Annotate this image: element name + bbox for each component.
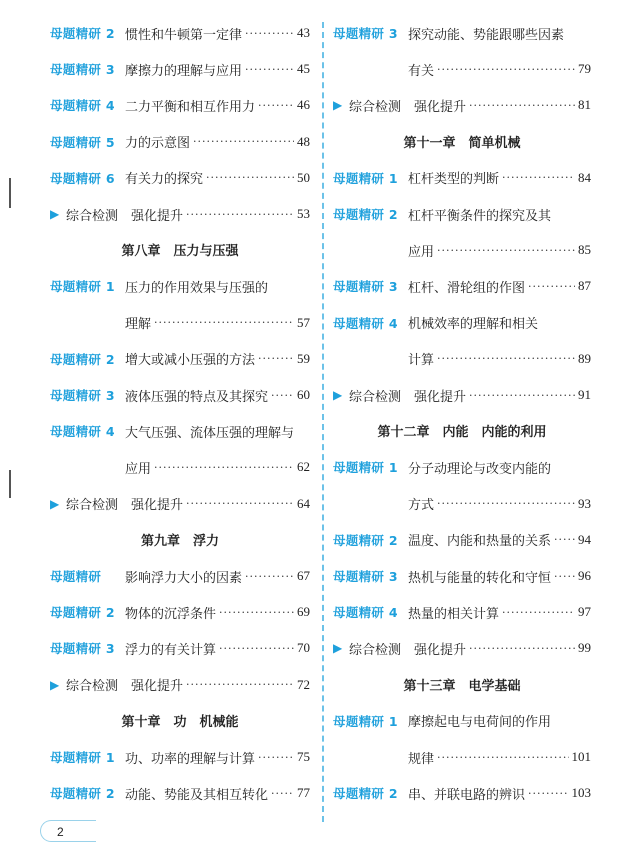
- dot-leader: [437, 352, 575, 365]
- toc-entry[interactable]: [50, 637, 310, 659]
- dot-leader: [219, 606, 294, 619]
- page-ref: 79: [578, 61, 591, 77]
- chapter-heading: 第八章 压力与压强: [121, 244, 239, 260]
- dot-leader: [193, 135, 294, 148]
- dot-leader: [469, 99, 575, 112]
- toc-entry[interactable]: [50, 565, 310, 587]
- entry-title: 综合检测 强化提升: [66, 498, 184, 514]
- page-ref: 64: [297, 495, 310, 511]
- toc-entry[interactable]: [333, 22, 591, 44]
- triangle-icon: ▶: [333, 388, 343, 402]
- toc-entry[interactable]: [333, 493, 591, 515]
- toc-entry[interactable]: [333, 167, 591, 189]
- section-label: 母题精研 1: [50, 750, 115, 765]
- entry-title: 应用: [408, 244, 435, 260]
- toc-entry[interactable]: [333, 710, 591, 732]
- entry-title: 探究动能、势能跟哪些因素: [408, 27, 565, 43]
- section-label: 母题精研 2: [333, 532, 398, 548]
- page-ref: 59: [297, 350, 310, 366]
- entry-title: 杠杆类型的判断: [408, 172, 500, 188]
- toc-entry[interactable]: [50, 94, 310, 116]
- entry-title: 机械效率的理解和相关: [408, 317, 539, 333]
- dot-leader: [271, 389, 294, 402]
- page-ref: 81: [578, 97, 591, 113]
- section-label: 母题精研 4: [333, 315, 398, 331]
- entry-title: 应用: [125, 461, 152, 477]
- page-ref: 57: [297, 314, 310, 330]
- entry-title: 综合检测 强化提升: [349, 642, 467, 658]
- section-label: 母题精研 1: [333, 170, 398, 186]
- entry-title: 影响浮力大小的因素: [125, 570, 243, 586]
- toc-entry[interactable]: [333, 312, 591, 334]
- page-ref: 75: [297, 749, 310, 764]
- section-label: 母题精研 1: [50, 279, 115, 295]
- page-ref: 91: [578, 387, 591, 402]
- dot-leader: [186, 497, 294, 510]
- toc-entry[interactable]: [50, 601, 310, 623]
- page-ref: 101: [571, 749, 591, 764]
- toc-comprehensive-row[interactable]: [333, 384, 591, 406]
- entry-title: 热机与能量的转化和守恒: [408, 570, 552, 586]
- toc-entry[interactable]: [50, 456, 310, 478]
- dot-leader: [154, 461, 294, 474]
- entry-title: 分子动理论与改变内能的: [408, 461, 552, 477]
- chapter-heading: 第十三章 电学基础: [403, 678, 521, 694]
- toc-entry[interactable]: [50, 58, 310, 80]
- dot-leader: [437, 244, 575, 257]
- toc-entry[interactable]: [333, 565, 591, 587]
- entry-title: 有关力的探究: [125, 172, 204, 188]
- dot-leader: [245, 27, 294, 40]
- triangle-icon: ▶: [50, 207, 60, 221]
- chapter-heading: 第十一章 简单机械: [403, 135, 521, 151]
- toc-entry[interactable]: [333, 746, 591, 768]
- entry-title: 方式: [408, 498, 435, 514]
- dot-leader: [502, 171, 575, 184]
- page-ref: 96: [578, 568, 591, 583]
- entry-title: 综合检测 强化提升: [349, 99, 467, 115]
- page-ref: 89: [578, 350, 591, 366]
- dot-leader: [437, 751, 568, 764]
- toc-entry[interactable]: [333, 456, 591, 478]
- toc-entry[interactable]: [50, 348, 310, 370]
- toc-entry[interactable]: [50, 22, 310, 44]
- dot-leader: [219, 642, 294, 655]
- entry-title: 有关: [408, 63, 435, 79]
- dot-leader: [258, 352, 294, 365]
- toc-entry[interactable]: [333, 275, 591, 297]
- section-label: 母题精研 4: [50, 424, 115, 440]
- entry-title: 浮力的有关计算: [125, 642, 217, 658]
- triangle-icon: ▶: [50, 496, 60, 511]
- toc-entry[interactable]: [333, 239, 591, 261]
- dot-leader: [245, 63, 294, 76]
- entry-title: 物体的沉浮条件: [125, 606, 217, 622]
- entry-title: 规律: [408, 751, 435, 767]
- page-ref: 99: [578, 640, 591, 656]
- dot-leader: [206, 171, 294, 184]
- page-ref: 77: [297, 785, 310, 801]
- chapter-heading: 第十章 功 机械能: [121, 714, 239, 730]
- entry-title: 综合检测 强化提升: [66, 208, 184, 224]
- page-ref: 60: [297, 387, 310, 402]
- entry-title: 摩擦起电与电荷间的作用: [408, 715, 552, 731]
- toc-entry[interactable]: [50, 167, 310, 189]
- page-ref: 97: [578, 604, 591, 620]
- dot-leader: [528, 280, 575, 293]
- section-label: 母题精研: [50, 569, 102, 584]
- toc-comprehensive-row[interactable]: [333, 637, 591, 659]
- toc-entry[interactable]: [50, 131, 310, 153]
- page-ref: 67: [297, 568, 310, 583]
- section-label: 母题精研 3: [50, 641, 115, 657]
- dot-leader: [469, 389, 575, 402]
- entry-title: 惯性和牛顿第一定律: [125, 27, 243, 43]
- dot-leader: [186, 208, 294, 221]
- toc-entry[interactable]: [50, 384, 310, 406]
- toc-entry[interactable]: [333, 58, 591, 80]
- section-label: 母题精研 1: [333, 460, 398, 476]
- section-label: 母题精研 1: [333, 713, 398, 729]
- page-ref: 93: [578, 495, 591, 511]
- entry-title: 力的示意图: [125, 136, 191, 152]
- dot-leader: [554, 570, 575, 583]
- chapter-heading: 第十二章 内能 内能的利用: [377, 425, 547, 441]
- dot-leader: [258, 751, 294, 764]
- dot-leader: [186, 678, 294, 691]
- page-ref: 84: [578, 169, 591, 185]
- section-label: 母题精研 2: [333, 786, 398, 802]
- toc-comprehensive-row[interactable]: [50, 674, 310, 696]
- entry-title: 动能、势能及其相互转化: [125, 787, 269, 803]
- section-label: 母题精研 2: [333, 207, 398, 222]
- dot-leader: [154, 316, 294, 329]
- dot-leader: [469, 642, 575, 655]
- entry-title: 综合检测 强化提升: [349, 389, 467, 405]
- entry-title: 功、功率的理解与计算: [125, 751, 256, 767]
- entry-title: 压力的作用效果与压强的: [125, 280, 269, 296]
- entry-title: 杠杆、滑轮组的作图: [408, 280, 526, 296]
- section-label: 母题精研 5: [50, 134, 115, 150]
- page-ref: 45: [297, 61, 310, 77]
- entry-title: 热量的相关计算: [408, 606, 500, 622]
- entry-title: 综合检测 强化提升: [66, 679, 184, 695]
- page-ref: 50: [297, 169, 310, 185]
- entry-title: 串、并联电路的辨识: [408, 787, 526, 803]
- section-label: 母题精研 2: [50, 351, 115, 367]
- toc-entry[interactable]: [50, 275, 310, 297]
- triangle-icon: ▶: [50, 677, 60, 692]
- triangle-icon: ▶: [333, 641, 343, 656]
- toc-entry[interactable]: [333, 348, 591, 370]
- page-ref: 103: [571, 785, 591, 801]
- toc-comprehensive-row[interactable]: [333, 94, 591, 116]
- margin-mark: [9, 470, 11, 498]
- entry-title: 二力平衡和相互作用力: [125, 99, 256, 115]
- toc-entry[interactable]: [333, 203, 591, 225]
- page-number: 2: [40, 820, 96, 842]
- dot-leader: [437, 497, 575, 510]
- section-label: 母题精研 3: [333, 26, 398, 41]
- section-label: 母题精研 4: [50, 98, 115, 114]
- toc-entry[interactable]: [50, 420, 310, 442]
- entry-title: 计算: [408, 353, 435, 369]
- section-label: 母题精研 2: [50, 786, 115, 802]
- toc-comprehensive-row[interactable]: [50, 203, 310, 225]
- page-ref: 87: [578, 278, 591, 294]
- entry-title: 大气压强、流体压强的理解与: [125, 425, 295, 441]
- toc-comprehensive-row[interactable]: [50, 493, 310, 515]
- dot-leader: [245, 570, 294, 583]
- page-ref: 72: [297, 676, 310, 692]
- page-ref: 94: [578, 531, 591, 547]
- page-ref: 53: [297, 206, 310, 221]
- toc-entry[interactable]: [333, 601, 591, 623]
- dot-leader: [528, 787, 568, 800]
- dot-leader: [271, 787, 294, 800]
- dot-leader: [554, 533, 575, 546]
- page-ref: 70: [297, 640, 310, 656]
- toc-entry[interactable]: [50, 312, 310, 334]
- section-label: 母题精研 6: [50, 170, 115, 186]
- toc-entry[interactable]: [333, 782, 591, 804]
- column-divider: [322, 22, 324, 822]
- dot-leader: [258, 99, 294, 112]
- entry-title: 理解: [125, 317, 152, 333]
- page-ref: 62: [297, 459, 310, 475]
- entry-title: 增大或减小压强的方法: [125, 353, 256, 369]
- entry-title: 杠杆平衡条件的探究及其: [408, 208, 552, 224]
- triangle-icon: ▶: [333, 98, 343, 113]
- page-ref: 46: [297, 97, 310, 113]
- toc-entry[interactable]: [333, 529, 591, 551]
- section-label: 母题精研 3: [333, 279, 398, 295]
- entry-title: 温度、内能和热量的关系: [408, 534, 552, 550]
- entry-title: 摩擦力的理解与应用: [125, 63, 243, 79]
- margin-mark: [9, 178, 11, 208]
- dot-leader: [502, 606, 575, 619]
- section-label: 母题精研 2: [50, 605, 115, 621]
- chapter-heading: 第九章 浮力: [140, 533, 219, 549]
- section-label: 母题精研 3: [50, 62, 115, 78]
- section-label: 母题精研 3: [50, 388, 115, 403]
- page-ref: 48: [297, 133, 310, 149]
- page-ref: 69: [297, 604, 310, 620]
- toc-entry[interactable]: [50, 746, 310, 768]
- toc-entry[interactable]: [50, 782, 310, 804]
- entry-title: 液体压强的特点及其探究: [125, 389, 269, 405]
- page-ref: 43: [297, 25, 310, 40]
- section-label: 母题精研 2: [50, 26, 115, 41]
- dot-leader: [437, 63, 575, 76]
- page-ref: 85: [578, 242, 591, 258]
- section-label: 母题精研 3: [333, 569, 398, 584]
- section-label: 母题精研 4: [333, 605, 398, 621]
